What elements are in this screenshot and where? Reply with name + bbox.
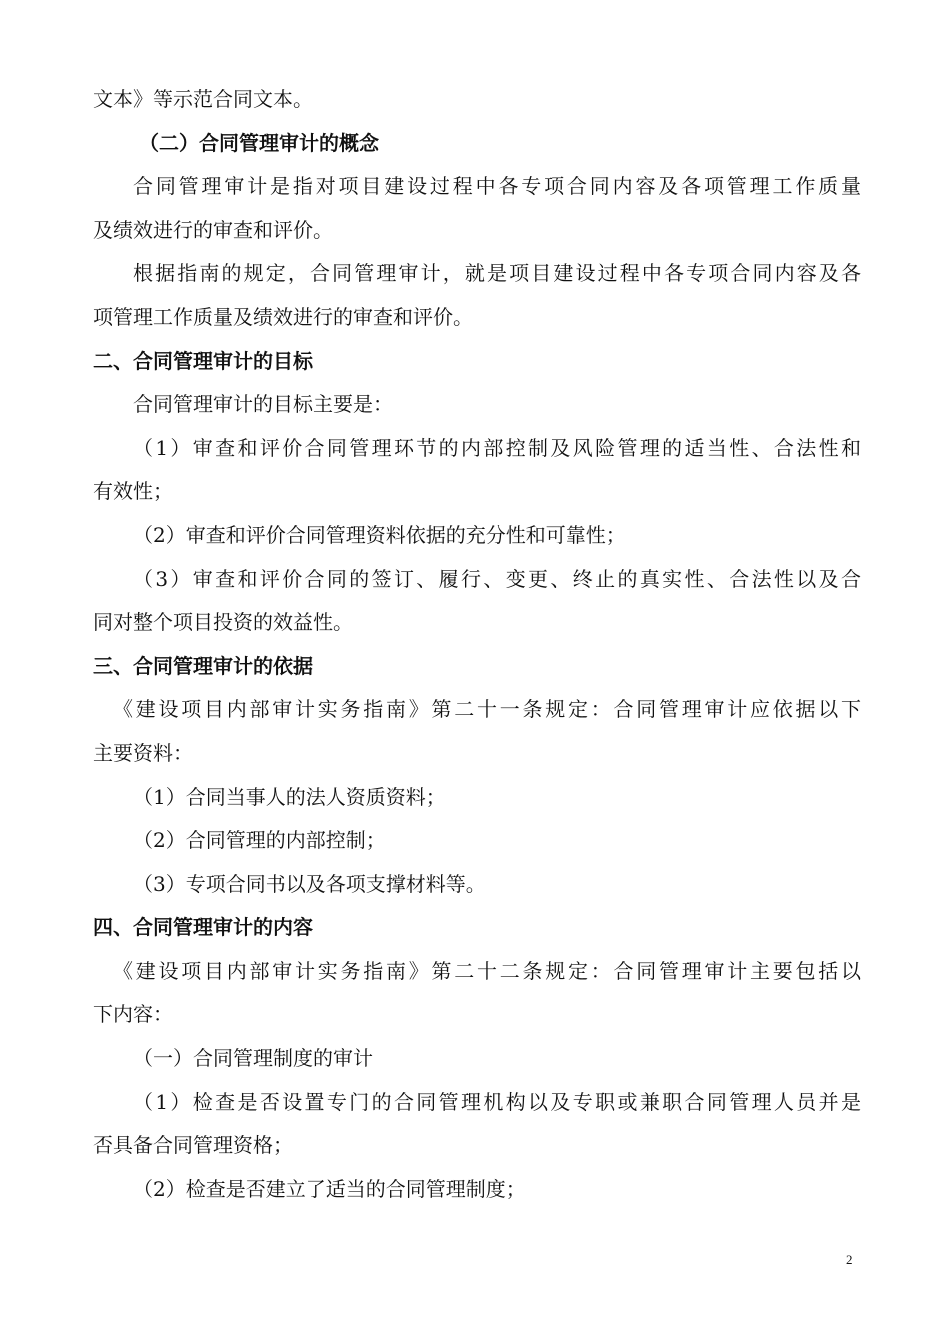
section-heading: 四、合同管理审计的内容	[93, 915, 313, 940]
list-item: （2）审查和评价合同管理资料依据的充分性和可靠性；	[133, 522, 626, 547]
body-line: 主要资料：	[93, 740, 193, 765]
body-line: 合同管理审计的目标主要是：	[133, 392, 393, 417]
body-line: 合同管理审计是指对项目建设过程中各专项合同内容及各项管理工作质量	[133, 174, 861, 199]
document-page	[93, 78, 861, 1211]
subsection-heading: （一）合同管理制度的审计	[133, 1046, 373, 1071]
section-heading: 三、合同管理审计的依据	[93, 653, 313, 678]
list-item: （1）审查和评价合同管理环节的内部控制及风险管理的适当性、合法性和	[133, 435, 861, 460]
body-line: 下内容：	[93, 1002, 173, 1027]
body-line: 《建设项目内部审计实务指南》第二十一条规定：合同管理审计应依据以下	[113, 697, 861, 722]
list-item: （2）合同管理的内部控制；	[133, 828, 386, 853]
section-heading: 二、合同管理审计的目标	[93, 348, 313, 373]
list-item: （1）合同当事人的法人资质资料；	[133, 784, 446, 809]
body-line: 《建设项目内部审计实务指南》第二十二条规定：合同管理审计主要包括以	[113, 958, 861, 983]
body-line: 同对整个项目投资的效益性。	[93, 610, 353, 635]
body-line: 及绩效进行的审查和评价。	[93, 217, 333, 242]
list-item: （1）检查是否设置专门的合同管理机构以及专职或兼职合同管理人员并是	[133, 1089, 861, 1114]
list-item: （3）专项合同书以及各项支撑材料等。	[133, 871, 486, 896]
body-line: 文本》等示范合同文本。	[93, 87, 313, 111]
page-number: 2	[846, 1252, 853, 1267]
section-heading: （二）合同管理审计的概念	[139, 130, 379, 155]
body-line: 有效性；	[93, 479, 173, 504]
list-item: （3）审查和评价合同的签订、履行、变更、终止的真实性、合法性以及合	[133, 566, 861, 591]
list-item: （2）检查是否建立了适当的合同管理制度；	[133, 1176, 526, 1201]
body-line: 项管理工作质量及绩效进行的审查和评价。	[93, 304, 473, 329]
body-line: 根据指南的规定，合同管理审计，就是项目建设过程中各专项合同内容及各	[133, 261, 861, 286]
body-line: 否具备合同管理资格；	[93, 1133, 293, 1158]
